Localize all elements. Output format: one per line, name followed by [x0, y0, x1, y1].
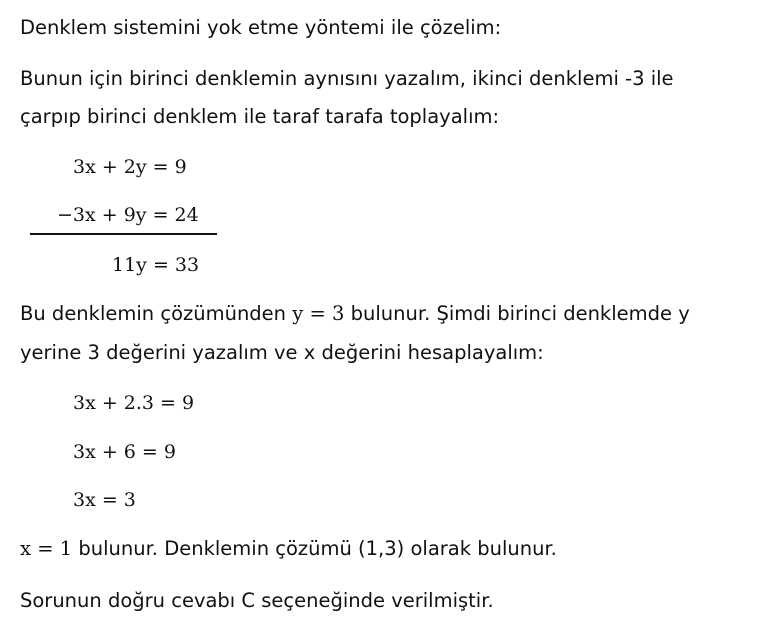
- equation-sum: 11y = 33: [112, 254, 200, 276]
- result-y-line-2: yerine 3 değerini yazalım ve x değerini hesaplayalım:: [20, 341, 544, 364]
- result-x-math: x = 1: [20, 537, 73, 560]
- instruction-line-2: çarpıp birinci denklem ile taraf tarafa toplayalım:: [20, 105, 500, 128]
- result-y-prefix: Bu denklemin çözümünden: [20, 302, 287, 325]
- equation-2-multiplied: −3x + 9y = 24: [57, 204, 199, 226]
- conclusion-text: Sorunun doğru cevabı C seçeneğinde verilmiştir.: [20, 589, 494, 612]
- addition-rule: [30, 233, 217, 235]
- substitution-step-2: 3x + 6 = 9: [73, 441, 176, 463]
- result-y-line-1: [20, 301, 690, 327]
- intro-text: Denklem sistemini yok etme yöntemi ile çözelim:: [20, 16, 502, 39]
- instruction-line-1: Bunun için birinci denklemin aynısını yazalım, ikinci denklemi -3 ile: [20, 67, 674, 90]
- result-x-suffix: bulunur. Denklemin çözümü (1,3) olarak bulunur.: [78, 537, 557, 560]
- result-y-suffix: bulunur. Şimdi birinci denklemde y: [350, 302, 690, 325]
- equation-1: 3x + 2y = 9: [73, 156, 187, 178]
- result-y-math: y = 3: [292, 302, 345, 325]
- substitution-step-1: 3x + 2.3 = 9: [73, 392, 195, 414]
- result-x-line: [20, 536, 557, 562]
- substitution-step-3: 3x = 3: [73, 489, 136, 511]
